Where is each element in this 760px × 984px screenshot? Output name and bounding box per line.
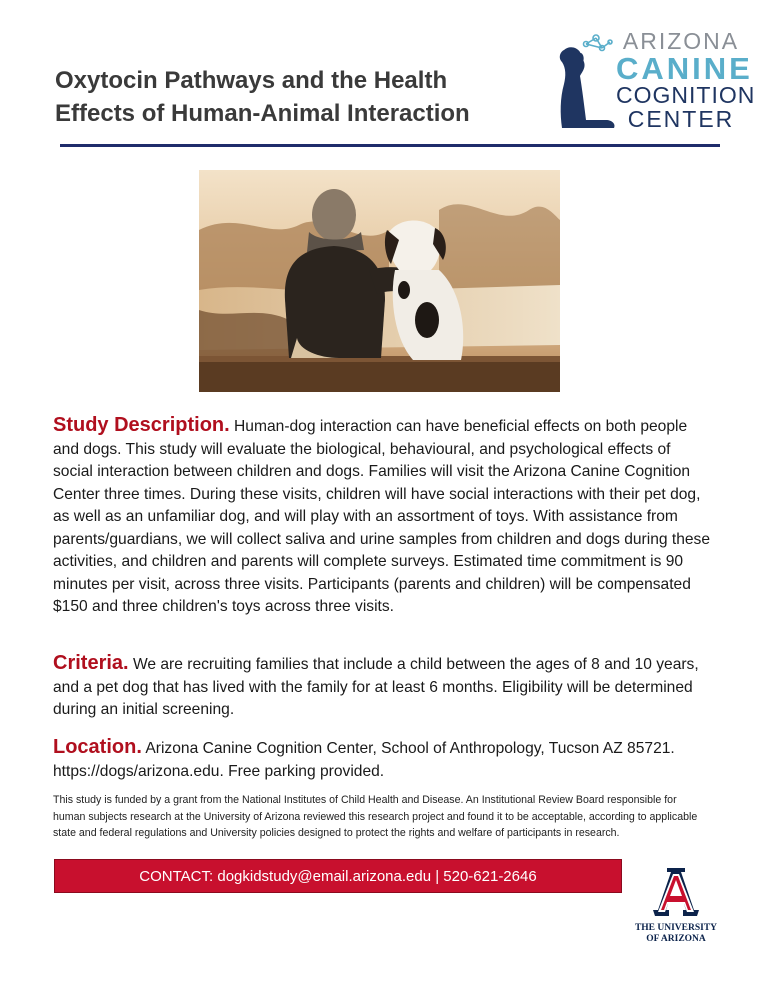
location-heading: Location. (53, 736, 142, 758)
criteria-heading: Criteria. (53, 652, 129, 674)
canine-cognition-logo (556, 28, 756, 132)
location-section (53, 736, 713, 783)
university-of-arizona-logo (628, 866, 724, 950)
study-description-heading: Study Description. (53, 414, 230, 436)
university-name-line-2: OF ARIZONA (646, 934, 706, 944)
dog-silhouette-icon (556, 28, 620, 132)
child-and-dog-photo (199, 170, 560, 392)
funding-note: This study is funded by a grant from the National Institutes of Child Health and Disease. An Institutional Review Board responsible for human subjects research at the University of Arizona reviewed this research project and found it to be acceptable, according to applicable state and federal regulations and University policies designed to protect the rights and welfare of participants in research. (53, 794, 698, 839)
criteria-text: We are recruiting families that include a child between the ages of 8 and 10 years, and a pet dog that has lived with the family for at least 6 months. Eligibility will be determined during an initial screening. (53, 656, 699, 718)
location-text: Arizona Canine Cognition Center, School of Anthropology, Tucson AZ 85721. https://dogs/arizona.edu. Free parking provided. (53, 740, 675, 780)
title-line-1: Oxytocin Pathways and the Health (55, 67, 448, 94)
logo-cognition: COGNITION (616, 82, 756, 108)
logo-center: CENTER (627, 106, 735, 132)
logo-arizona: ARIZONA (622, 28, 740, 54)
study-description (53, 414, 713, 619)
contact-banner: CONTACT: dogkidstudy@email.arizona.edu | 520-621-2646 (54, 859, 622, 893)
block-a-icon (649, 866, 703, 918)
header-divider (60, 144, 720, 147)
study-description-text: Human-dog interaction can have beneficial effects on both people and dogs. This study will evaluate the biological, behavioural, and psychological effects of social interaction between children and dogs. Families will visit the Arizona Canine Cognition Center three times. During these visits, children will have social interactions with their pet dog, as well as an unfamiliar dog, and will play with an assortment of toys. With assistance from parents/guardians, we will collect saliva and urine samples from children and dogs during these activities, and children and parents will complete surveys. Estimated time commitment is 90 minutes per visit, across three visits. Participants (parents and children) will be compensated $150 and three children's toys across three visits. (53, 418, 711, 615)
university-name-line-1: THE UNIVERSITY (634, 923, 718, 933)
title-line-2: Effects of Human-Animal Interaction (55, 100, 470, 127)
logo-canine: CANINE (616, 51, 753, 86)
page-title (55, 64, 555, 130)
criteria-section (53, 652, 713, 722)
